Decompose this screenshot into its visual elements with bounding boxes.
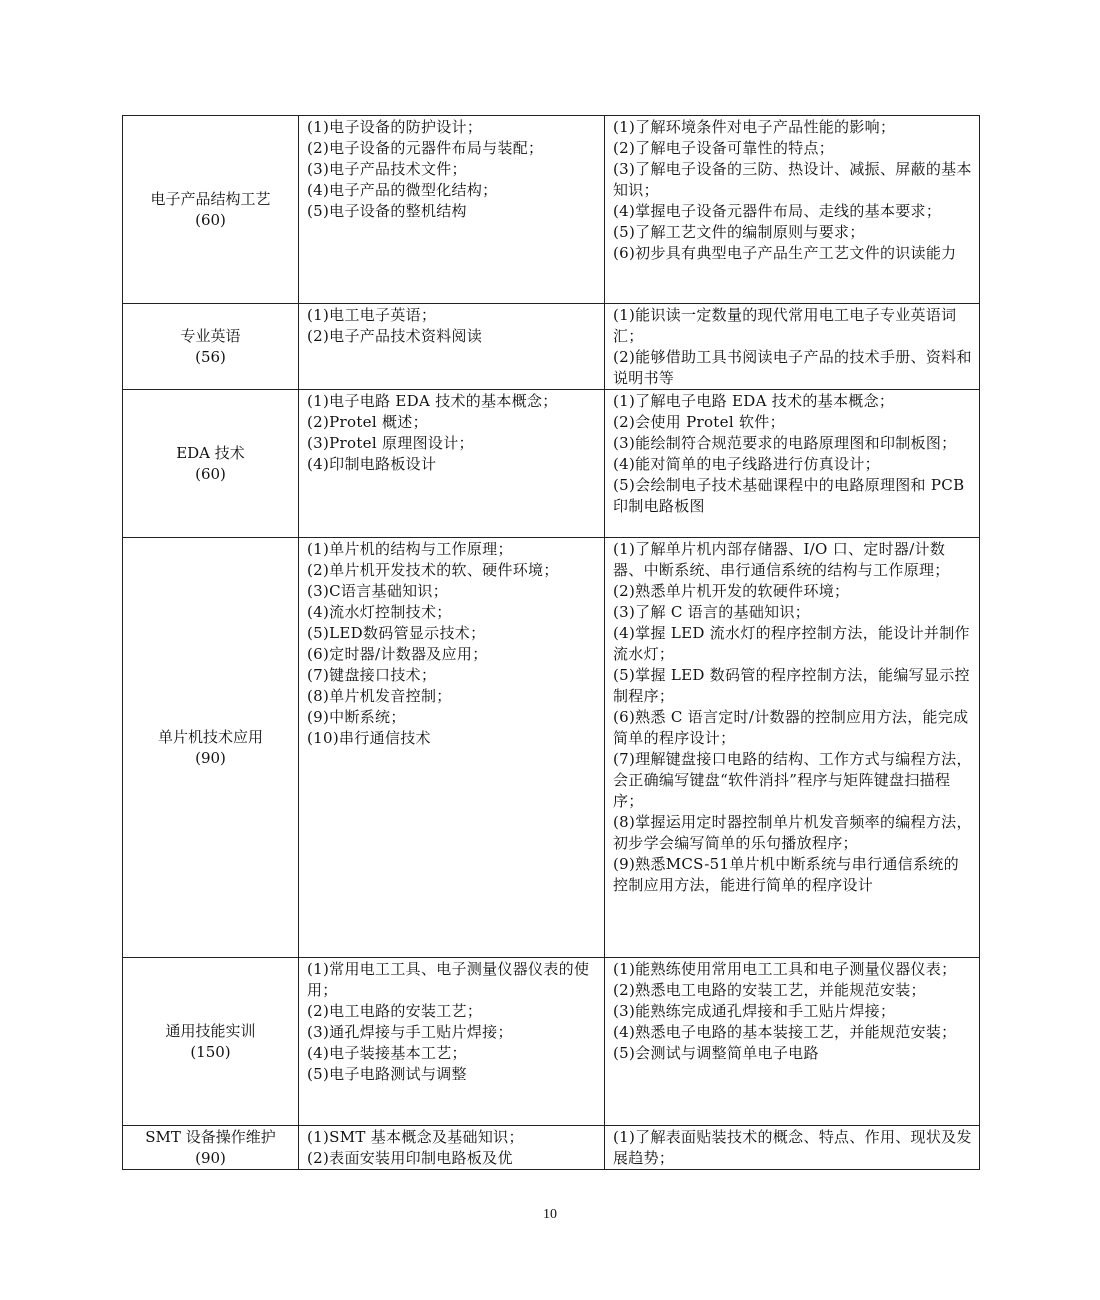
- course-name-cell: [123, 116, 299, 304]
- requirement-item: (2)熟悉单片机开发的软硬件环境；: [613, 582, 850, 600]
- requirement-item: (5)掌握 LED 数码管的程序控制方法，能编写显示控制程序；: [613, 666, 970, 705]
- content-item: (9)中断系统；: [307, 708, 406, 726]
- requirement-item: (2)能够借助工具书阅读电子产品的技术手册、资料和说明书等: [613, 348, 972, 387]
- content-item: (8)单片机发音控制；: [307, 687, 452, 705]
- requirement-item: (1)了解环境条件对电子产品性能的影响；: [613, 118, 896, 136]
- requirement-item: (3)能绘制符合规范要求的电路原理图和印制板图；: [613, 434, 957, 452]
- course-title: 通用技能实训: [165, 1021, 256, 1040]
- table-row: [123, 958, 980, 1126]
- requirement-item: (6)熟悉 C 语言定时/计数器的控制应用方法，能完成简单的程序设计；: [613, 708, 969, 747]
- content-item: (2)单片机开发技术的软、硬件环境；: [307, 561, 559, 579]
- requirement-item: (4)熟悉电子电路的基本装接工艺，并能规范安装；: [613, 1023, 957, 1041]
- course-content-cell: [299, 390, 605, 538]
- content-item: (3)Protel 原理图设计；: [307, 434, 474, 452]
- requirement-item: (4)能对简单的电子线路进行仿真设计；: [613, 455, 880, 473]
- requirement-item: (5)了解工艺文件的编制原则与要求；: [613, 223, 865, 241]
- table-row: [123, 304, 980, 390]
- content-item: (2)电子产品技术资料阅读: [307, 327, 483, 345]
- content-item: (7)键盘接口技术；: [307, 666, 437, 684]
- course-content-cell: [299, 958, 605, 1126]
- requirement-item: (1)能熟练使用常用电工工具和电子测量仪器仪表；: [613, 960, 957, 978]
- course-hours: (90): [195, 1148, 226, 1167]
- requirement-item: (3)能熟练完成通孔焊接和手工贴片焊接；: [613, 1002, 896, 1020]
- requirement-item: (9)熟悉MCS-51单片机中断系统与串行通信系统的控制应用方法，能进行简单的程序设计: [613, 855, 959, 894]
- requirement-item: (1)了解电子电路 EDA 技术的基本概念；: [613, 392, 895, 410]
- course-title: SMT 设备操作维护: [145, 1127, 276, 1146]
- requirement-item: (8)掌握运用定时器控制单片机发音频率的编程方法，初步学会编写简单的乐句播放程序；: [613, 813, 972, 852]
- course-name-cell: [123, 958, 299, 1126]
- content-item: (6)定时器/计数器及应用；: [307, 645, 488, 663]
- content-item: (2)电工电路的安装工艺；: [307, 1002, 483, 1020]
- page-number: 10: [543, 1207, 557, 1222]
- course-requirements-cell: [605, 390, 980, 538]
- course-name-cell: [123, 390, 299, 538]
- content-item: (1)常用电工工具、电子测量仪器仪表的使用；: [307, 960, 590, 999]
- content-item: (3)电子产品技术文件；: [307, 160, 467, 178]
- course-name-cell: [123, 304, 299, 390]
- requirement-item: (1)了解表面贴装技术的概念、特点、作用、现状及发展趋势；: [613, 1128, 972, 1167]
- content-item: (4)印制电路板设计: [307, 455, 437, 473]
- content-item: (5)LED数码管显示技术；: [307, 624, 486, 642]
- course-name-cell: [123, 538, 299, 958]
- course-hours: (60): [195, 464, 226, 483]
- content-item: (4)电子装接基本工艺；: [307, 1044, 467, 1062]
- course-content-cell: [299, 538, 605, 958]
- course-title: 单片机技术应用: [157, 727, 263, 746]
- content-item: (1)单片机的结构与工作原理；: [307, 540, 513, 558]
- requirement-item: (6)初步具有典型电子产品生产工艺文件的识读能力: [613, 244, 957, 262]
- course-hours: (60): [195, 210, 226, 229]
- course-content-cell: [299, 1126, 605, 1170]
- course-requirements-cell: [605, 958, 980, 1126]
- course-content-cell: [299, 304, 605, 390]
- content-item: (4)电子产品的微型化结构；: [307, 181, 498, 199]
- table-row: [123, 116, 980, 304]
- content-item: (2)表面安装用印制电路板及优: [307, 1149, 513, 1167]
- requirement-item: (5)会绘制电子技术基础课程中的电路原理图和 PCB 印制电路板图: [613, 476, 965, 515]
- requirement-item: (7)理解键盘接口电路的结构、工作方式与编程方法，会正确编写键盘“软件消抖”程序与矩阵键盘扫描程序；: [613, 750, 972, 810]
- course-hours: (56): [195, 347, 226, 366]
- table-row: [123, 538, 980, 958]
- content-item: (10)串行通信技术: [307, 729, 431, 747]
- course-requirements-cell: [605, 1126, 980, 1170]
- requirement-item: (1)能识读一定数量的现代常用电工电子专业英语词汇；: [613, 306, 957, 345]
- course-hours: (150): [190, 1042, 231, 1061]
- requirement-item: (3)了解 C 语言的基础知识；: [613, 603, 811, 621]
- content-item: (5)电子电路测试与调整: [307, 1065, 467, 1083]
- course-requirements-cell: [605, 538, 980, 958]
- requirement-item: (5)会测试与调整简单电子电路: [613, 1044, 819, 1062]
- curriculum-table: [122, 115, 980, 1170]
- content-item: (1)电子电路 EDA 技术的基本概念；: [307, 392, 558, 410]
- content-item: (1)电工电子英语；: [307, 306, 437, 324]
- course-hours: (90): [195, 748, 226, 767]
- requirement-item: (2)熟悉电工电路的安装工艺，并能规范安装；: [613, 981, 926, 999]
- content-item: (1)电子设备的防护设计；: [307, 118, 483, 136]
- requirement-item: (2)了解电子设备可靠性的特点；: [613, 139, 835, 157]
- content-item: (1)SMT 基本概念及基础知识；: [307, 1128, 524, 1146]
- course-name-cell: [123, 1126, 299, 1170]
- requirement-item: (2)会使用 Protel 软件；: [613, 413, 785, 431]
- requirement-item: (4)掌握电子设备元器件布局、走线的基本要求；: [613, 202, 942, 220]
- course-requirements-cell: [605, 116, 980, 304]
- requirement-item: (1)了解单片机内部存储器、I/O 口、定时器/计数器、中断系统、串行通信系统的结构与工作原理；: [613, 540, 950, 579]
- course-title: EDA 技术: [176, 443, 245, 462]
- requirement-item: (4)掌握 LED 流水灯的程序控制方法，能设计并制作流水灯；: [613, 624, 970, 663]
- requirement-item: (3)了解电子设备的三防、热设计、减振、屏蔽的基本知识；: [613, 160, 972, 199]
- content-item: (2)Protel 概述；: [307, 413, 428, 431]
- table-row: [123, 390, 980, 538]
- course-requirements-cell: [605, 304, 980, 390]
- course-content-cell: [299, 116, 605, 304]
- content-item: (3)C语言基础知识；: [307, 582, 449, 600]
- content-item: (5)电子设备的整机结构: [307, 202, 467, 220]
- content-item: (3)通孔焊接与手工贴片焊接；: [307, 1023, 513, 1041]
- course-title: 专业英语: [180, 326, 241, 345]
- course-title: 电子产品结构工艺: [150, 189, 271, 208]
- content-item: (2)电子设备的元器件布局与装配；: [307, 139, 544, 157]
- table-row: [123, 1126, 980, 1170]
- content-item: (4)流水灯控制技术；: [307, 603, 452, 621]
